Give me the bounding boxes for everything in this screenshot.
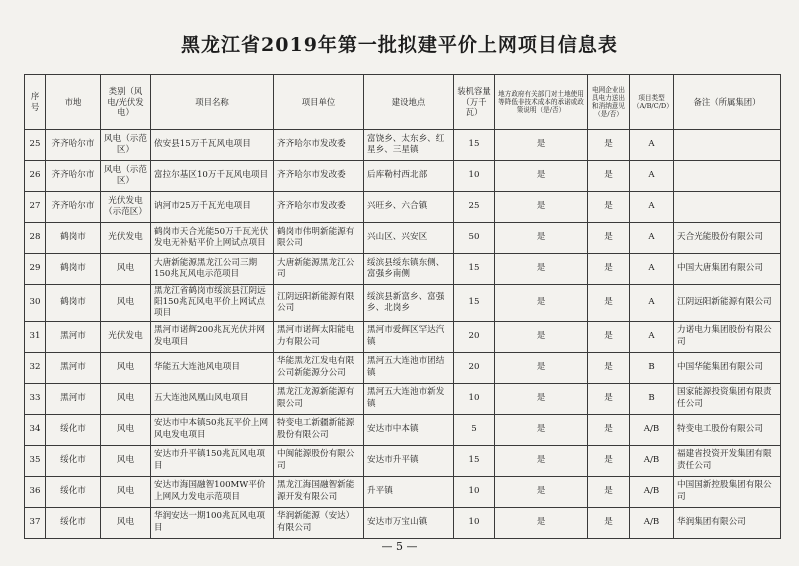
table-row: [25, 223, 781, 254]
city-cell: 鹤岗市: [46, 223, 101, 254]
col-header-group: 备注（所属集团）: [674, 75, 781, 130]
table-row: [25, 352, 781, 383]
grid-opinion-cell: 是: [588, 445, 630, 476]
group-cell: [674, 192, 781, 223]
commitment-cell: 是: [495, 223, 588, 254]
project-unit-cell: 黑河市诺辉太阳能电力有限公司: [274, 321, 364, 352]
project-type-cell: A: [630, 192, 674, 223]
group-cell: 中国大唐集团有限公司: [674, 254, 781, 285]
project-name-cell: 大唐新能源黑龙江公司三期150兆瓦风电示范项目: [151, 254, 274, 285]
project-unit-cell: 鹤岗市伟明新能源有限公司: [274, 223, 364, 254]
location-cell: 升平镇: [364, 476, 454, 507]
commitment-cell: 是: [495, 445, 588, 476]
commitment-cell: 是: [495, 321, 588, 352]
project-unit-cell: 齐齐哈尔市发改委: [274, 130, 364, 161]
capacity-cell: 10: [454, 476, 495, 507]
col-header-name: 项目名称: [151, 75, 274, 130]
row-number: 28: [25, 223, 46, 254]
project-type-cell: A/B: [630, 476, 674, 507]
project-name-cell: 华能五大连池风电项目: [151, 352, 274, 383]
project-name-cell: 黑河市诺辉200兆瓦光伏并网发电项目: [151, 321, 274, 352]
project-unit-cell: 黑龙江海国融智新能源开发有限公司: [274, 476, 364, 507]
grid-opinion-cell: 是: [588, 254, 630, 285]
location-cell: 黑河五大连池市团结镇: [364, 352, 454, 383]
commitment-cell: 是: [495, 254, 588, 285]
project-type-cell: A/B: [630, 445, 674, 476]
project-unit-cell: 大唐新能源黑龙江公司: [274, 254, 364, 285]
capacity-cell: 50: [454, 223, 495, 254]
table-row: [25, 321, 781, 352]
project-type-cell: A/B: [630, 507, 674, 538]
capacity-cell: 10: [454, 507, 495, 538]
commitment-cell: 是: [495, 476, 588, 507]
table-header-row: [25, 75, 781, 130]
city-cell: 齐齐哈尔市: [46, 161, 101, 192]
project-unit-cell: 特变电工新疆新能源股份有限公司: [274, 414, 364, 445]
table-row: [25, 130, 781, 161]
location-cell: 安达市中本镇: [364, 414, 454, 445]
city-cell: 鹤岗市: [46, 254, 101, 285]
project-type-cell: A: [630, 130, 674, 161]
category-cell: 光伏发电: [101, 321, 151, 352]
location-cell: 安达市升平镇: [364, 445, 454, 476]
project-name-cell: 依安县15万千瓦风电项目: [151, 130, 274, 161]
grid-opinion-cell: 是: [588, 476, 630, 507]
category-cell: 风电: [101, 414, 151, 445]
table-row: [25, 445, 781, 476]
project-unit-cell: 齐齐哈尔市发改委: [274, 192, 364, 223]
grid-opinion-cell: 是: [588, 383, 630, 414]
row-number: 29: [25, 254, 46, 285]
col-header-city: 市地: [46, 75, 101, 130]
commitment-cell: 是: [495, 161, 588, 192]
capacity-cell: 15: [454, 445, 495, 476]
capacity-cell: 15: [454, 285, 495, 322]
project-unit-cell: 江阴远阳新能源有限公司: [274, 285, 364, 322]
col-header-commitment: 地方政府有关部门对土地使用等降低非技术成本的承诺或政策说明（是/否）: [495, 75, 588, 130]
row-number: 33: [25, 383, 46, 414]
project-name-cell: 讷河市25万千瓦光电项目: [151, 192, 274, 223]
project-type-cell: B: [630, 352, 674, 383]
table-row: [25, 192, 781, 223]
capacity-cell: 5: [454, 414, 495, 445]
col-header-category: 类别（风电/光伏发电）: [101, 75, 151, 130]
capacity-cell: 20: [454, 352, 495, 383]
project-name-cell: 安达市海国融智100MW平价上网风力发电示范项目: [151, 476, 274, 507]
row-number: 32: [25, 352, 46, 383]
group-cell: 华润集团有限公司: [674, 507, 781, 538]
row-number: 37: [25, 507, 46, 538]
city-cell: 黑河市: [46, 321, 101, 352]
row-number: 26: [25, 161, 46, 192]
group-cell: 福建省投资开发集团有限责任公司: [674, 445, 781, 476]
group-cell: 特变电工股份有限公司: [674, 414, 781, 445]
city-cell: 绥化市: [46, 414, 101, 445]
city-cell: 绥化市: [46, 507, 101, 538]
city-cell: 齐齐哈尔市: [46, 192, 101, 223]
page-title: 黑龙江省2019年第一批拟建平价上网项目信息表: [181, 34, 618, 56]
row-number: 36: [25, 476, 46, 507]
project-type-cell: A: [630, 321, 674, 352]
group-cell: 中国华能集团有限公司: [674, 352, 781, 383]
group-cell: 天合光能股份有限公司: [674, 223, 781, 254]
grid-opinion-cell: 是: [588, 161, 630, 192]
project-name-cell: 华润安达一期100兆瓦风电项目: [151, 507, 274, 538]
capacity-cell: 10: [454, 383, 495, 414]
project-name-cell: 鹤岗市天合光能50万千瓦光伏发电无补贴平价上网试点项目: [151, 223, 274, 254]
commitment-cell: 是: [495, 352, 588, 383]
project-name-cell: 安达市中本镇50兆瓦平价上网风电发电项目: [151, 414, 274, 445]
grid-opinion-cell: 是: [588, 223, 630, 254]
capacity-cell: 15: [454, 130, 495, 161]
commitment-cell: 是: [495, 285, 588, 322]
project-type-cell: A: [630, 223, 674, 254]
project-unit-cell: 黑龙江龙源新能源有限公司: [274, 383, 364, 414]
category-cell: 风电: [101, 445, 151, 476]
project-name-cell: 五大连池风凰山风电项目: [151, 383, 274, 414]
location-cell: 后库勒村西北部: [364, 161, 454, 192]
col-header-type: 项目类型（A/B/C/D）: [630, 75, 674, 130]
location-cell: 兴旺乡、六合镇: [364, 192, 454, 223]
project-unit-cell: 华润新能源（安达）有限公司: [274, 507, 364, 538]
location-cell: 黑河市爱辉区罕达汽镇: [364, 321, 454, 352]
project-name-cell: 黑龙江省鹤岗市绥滨县江阴远阳150兆瓦风电平价上网试点项目: [151, 285, 274, 322]
table-row: [25, 161, 781, 192]
group-cell: [674, 130, 781, 161]
location-cell: 绥滨县绥东镇东侧、富强乡南侧: [364, 254, 454, 285]
project-table: [24, 74, 781, 539]
project-unit-cell: 齐齐哈尔市发改委: [274, 161, 364, 192]
capacity-cell: 25: [454, 192, 495, 223]
commitment-cell: 是: [495, 383, 588, 414]
project-unit-cell: 华能黑龙江发电有限公司新能源分公司: [274, 352, 364, 383]
grid-opinion-cell: 是: [588, 321, 630, 352]
category-cell: 风电（示范区）: [101, 130, 151, 161]
table-row: [25, 414, 781, 445]
category-cell: 光伏发电（示范区）: [101, 192, 151, 223]
capacity-cell: 20: [454, 321, 495, 352]
category-cell: 风电: [101, 507, 151, 538]
commitment-cell: 是: [495, 507, 588, 538]
table-row: [25, 476, 781, 507]
category-cell: 光伏发电: [101, 223, 151, 254]
city-cell: 鹤岗市: [46, 285, 101, 322]
row-number: 27: [25, 192, 46, 223]
city-cell: 绥化市: [46, 445, 101, 476]
commitment-cell: 是: [495, 192, 588, 223]
category-cell: 风电: [101, 285, 151, 322]
row-number: 35: [25, 445, 46, 476]
city-cell: 齐齐哈尔市: [46, 130, 101, 161]
capacity-cell: 15: [454, 254, 495, 285]
category-cell: 风电: [101, 383, 151, 414]
table-row: [25, 507, 781, 538]
category-cell: 风电: [101, 476, 151, 507]
location-cell: 黑河五大连池市新发镇: [364, 383, 454, 414]
group-cell: 国家能源投资集团有限责任公司: [674, 383, 781, 414]
page-number: — 5 —: [381, 540, 418, 553]
row-number: 25: [25, 130, 46, 161]
col-header-grid: 电网企业出具电力送出和消纳意见（是/否）: [588, 75, 630, 130]
project-type-cell: A/B: [630, 414, 674, 445]
col-header-unit: 项目单位: [274, 75, 364, 130]
grid-opinion-cell: 是: [588, 130, 630, 161]
col-header-location: 建设地点: [364, 75, 454, 130]
city-cell: 黑河市: [46, 383, 101, 414]
table-row: [25, 285, 781, 322]
project-type-cell: B: [630, 383, 674, 414]
grid-opinion-cell: 是: [588, 507, 630, 538]
col-header-no: 序号: [25, 75, 46, 130]
project-type-cell: A: [630, 285, 674, 322]
project-type-cell: A: [630, 254, 674, 285]
commitment-cell: 是: [495, 130, 588, 161]
city-cell: 绥化市: [46, 476, 101, 507]
project-type-cell: A: [630, 161, 674, 192]
location-cell: 安达市万宝山镇: [364, 507, 454, 538]
project-name-cell: 安达市升平镇150兆瓦风电项目: [151, 445, 274, 476]
group-cell: 江阴远阳新能源有限公司: [674, 285, 781, 322]
grid-opinion-cell: 是: [588, 352, 630, 383]
row-number: 30: [25, 285, 46, 322]
commitment-cell: 是: [495, 414, 588, 445]
grid-opinion-cell: 是: [588, 192, 630, 223]
grid-opinion-cell: 是: [588, 414, 630, 445]
category-cell: 风电: [101, 352, 151, 383]
city-cell: 黑河市: [46, 352, 101, 383]
project-name-cell: 富拉尔基区10万千瓦风电项目: [151, 161, 274, 192]
grid-opinion-cell: 是: [588, 285, 630, 322]
row-number: 34: [25, 414, 46, 445]
capacity-cell: 10: [454, 161, 495, 192]
category-cell: 风电（示范区）: [101, 161, 151, 192]
location-cell: 兴山区、兴安区: [364, 223, 454, 254]
group-cell: [674, 161, 781, 192]
table-row: [25, 254, 781, 285]
location-cell: 富饶乡、太东乡、红星乡、三星镇: [364, 130, 454, 161]
project-unit-cell: 中闽能源股份有限公司: [274, 445, 364, 476]
category-cell: 风电: [101, 254, 151, 285]
group-cell: 中国国新控股集团有限公司: [674, 476, 781, 507]
location-cell: 绥滨县新富乡、富强乡、北岗乡: [364, 285, 454, 322]
table-row: [25, 383, 781, 414]
row-number: 31: [25, 321, 46, 352]
col-header-capacity: 装机容量（万千瓦）: [454, 75, 495, 130]
group-cell: 力诺电力集团股份有限公司: [674, 321, 781, 352]
